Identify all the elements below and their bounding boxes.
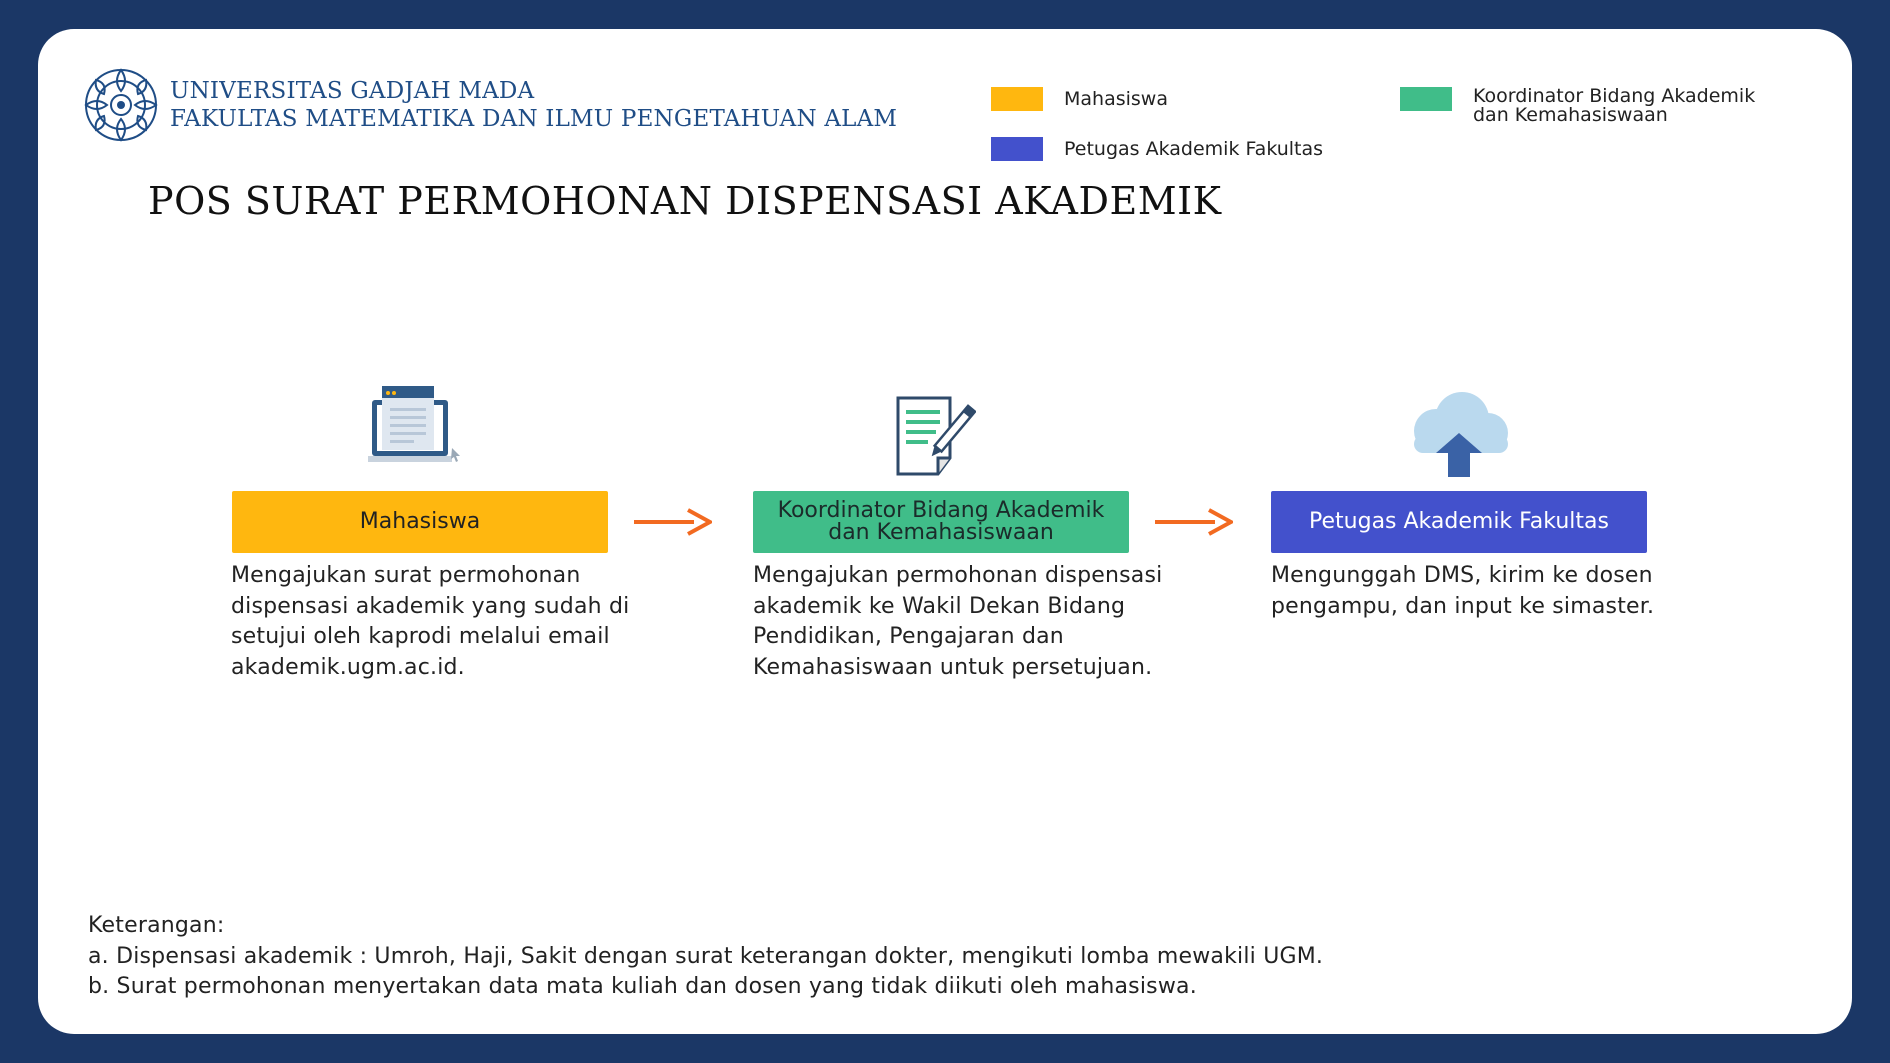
note-item: a. Dispensasi akademik : Umroh, Haji, Sakit dengan surat keterangan dokter, mengikuti lomba mewakili UGM.: [88, 943, 1324, 969]
step-role-label-line: dan Kemahasiswaan: [828, 520, 1054, 545]
institution-name: [170, 77, 897, 133]
step-description-petugas: Mengunggah DMS, kirim ke dosen pengampu, dan input ke simaster.: [1271, 563, 1655, 619]
flow-arrow-1: [634, 507, 712, 537]
university-name: UNIVERSITAS GADJAH MADA: [170, 78, 535, 104]
legend-swatch: [991, 87, 1043, 111]
step-role-label: Petugas Akademik Fakultas: [1309, 509, 1609, 534]
page-title: POS SURAT PERMOHONAN DISPENSASI AKADEMIK: [148, 179, 1222, 223]
step-petugas: [1271, 491, 1647, 553]
legend-item-koordinator: [1400, 87, 1755, 125]
step-mahasiswa: [232, 491, 608, 553]
notes-heading: Keterangan:: [88, 913, 225, 938]
legend-label-line: Koordinator Bidang Akademik: [1473, 85, 1756, 107]
step-role-label-line: Koordinator Bidang Akademik: [777, 498, 1105, 523]
step-koordinator: [753, 491, 1129, 553]
step-role-label: Mahasiswa: [359, 509, 481, 534]
legend-item-mahasiswa: [991, 87, 1168, 111]
step-description-mahasiswa: Mengajukan surat permohonan dispensasi akademik yang sudah di setujui oleh kaprodi melalui email akademik.ugm.ac.id.: [231, 563, 630, 680]
ugm-logo-icon: [83, 67, 159, 143]
flow-arrow-2: [1155, 507, 1233, 537]
legend-swatch: [991, 137, 1043, 161]
computer-screen-icon: [368, 386, 468, 476]
cloud-upload-icon: [1404, 391, 1514, 477]
legend-label: [1473, 87, 1755, 125]
step-description-koordinator: Mengajukan permohonan dispensasi akademik ke Wakil Dekan Bidang Pendidikan, Pengajaran dan Kemahasiswaan untuk persetujuan.: [753, 563, 1163, 680]
content-card: [38, 29, 1852, 1034]
legend-item-petugas: [991, 137, 1323, 161]
legend-label: Mahasiswa: [1064, 88, 1168, 110]
document-pen-icon: [896, 396, 976, 478]
note-item: b. Surat permohonan menyertakan data mata kuliah dan dosen yang tidak diikuti oleh mahasiswa.: [88, 974, 1197, 999]
legend-label: Petugas Akademik Fakultas: [1064, 138, 1324, 160]
notes-section: [88, 911, 1323, 1003]
legend-label-line: dan Kemahasiswaan: [1473, 104, 1668, 126]
faculty-name: FAKULTAS MATEMATIKA DAN ILMU PENGETAHUAN ALAM: [170, 106, 898, 132]
legend-swatch: [1400, 87, 1452, 111]
